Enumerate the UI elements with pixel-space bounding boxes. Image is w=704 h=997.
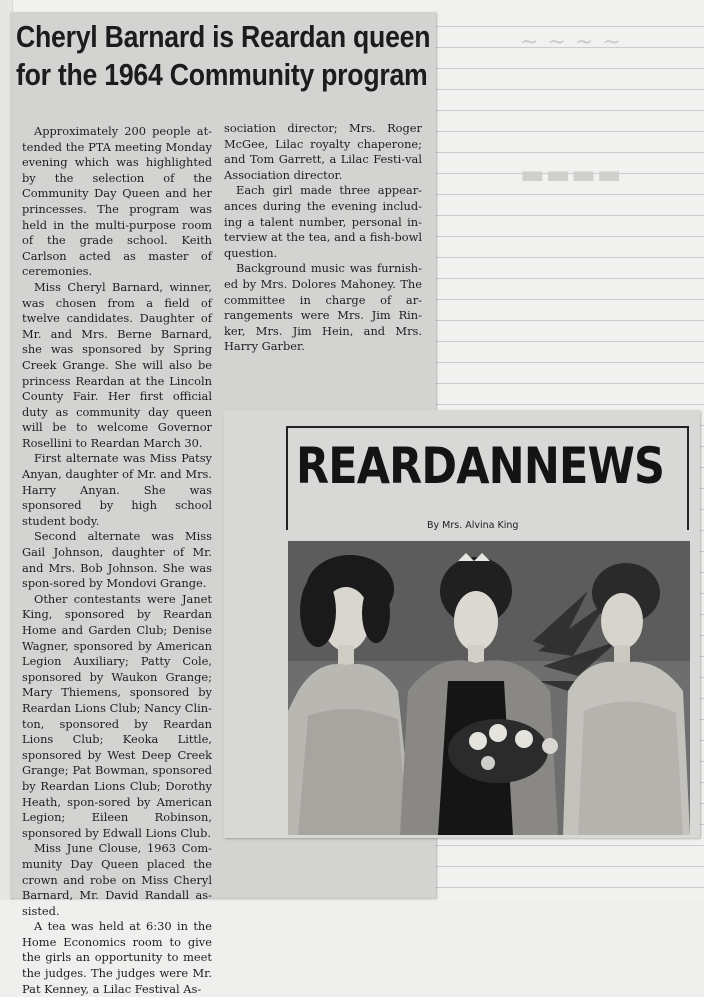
- bleed-through-mark: ▬▬▬▬: [520, 160, 623, 190]
- headline-line-1: Cheryl Barnard is Reardan queen: [16, 19, 431, 54]
- headline-line-2: for the 1964 Community program: [16, 57, 428, 92]
- bleed-through-mark: ~ ~ ~ ~: [520, 30, 622, 55]
- paragraph: Second alternate was Miss Gail Johnson, daughter of Mr. and Mrs. Bob Johnson. She was spon-sored by Mondovi Grange.: [22, 529, 212, 591]
- masthead-title: REARDANNEWS: [296, 437, 665, 495]
- article-column-right: [224, 121, 422, 355]
- paragraph: Each girl made three appear-ances during the evening includ-ing a talent number, personal in-terview at the tea, and a fish-bowl question.: [224, 183, 422, 260]
- photo-three-women: [288, 541, 690, 835]
- photo-illustration: [288, 541, 690, 835]
- paragraph: Other contestants were Janet King, sponsored by Reardan Home and Garden Club; Denise Wagner, sponsored by American Legion Auxiliary; Patty Cole, sponsored by Waukon Grange; Mary Thiemens, sponsored by Reardan Lions Club; Nancy Clin-ton, sponsored by Reardan Lions Club; Keoka Little, sponsored by West Deep Creek Grange; Pat Bowman, sponsored by Reardan Lions Club; Dorothy Heath, spon-sored by American Legion; Eileen Robinson, sponsored by Edwall Lions Club.: [22, 591, 212, 840]
- paragraph: Miss June Clouse, 1963 Com-munity Day Queen placed the crown and robe on Miss Cheryl Barnard, Mr. David Randall as-sisted.: [22, 841, 212, 918]
- byline: By Mrs. Alvina King: [427, 520, 519, 531]
- paragraph: Background music was furnish-ed by Mrs. Dolores Mahoney. The committee in charge of ar-rangements were Mrs. Jim Rin-ker, Mrs. Jim Hein, and Mrs. Harry Garber.: [224, 261, 422, 354]
- paragraph: Approximately 200 people at-tended the PTA meeting Monday evening which was highlighted by the selection of the Community Day Queen and her princesses. The program was held in the multi-purpose room of the grade school. Keith Carlson acted as master of ceremonies.: [22, 124, 212, 279]
- paragraph: A tea was held at 6:30 in the Home Economics room to give the girls an opportunity to meet the judges. The judges were Mr. Pat Kenney, a Lilac Festival As-: [22, 919, 212, 996]
- paragraph: sociation director; Mrs. Roger McGee, Lilac royalty chaperone; and Tom Garrett, a Lilac Festi-val Association director.: [224, 121, 422, 182]
- article-headline: [16, 18, 431, 94]
- paragraph: First alternate was Miss Patsy Anyan, daughter of Mr. and Mrs. Harry Anyan. She was sponsored by high school student body.: [22, 451, 212, 528]
- article-column-left: [22, 124, 212, 997]
- paragraph: Miss Cheryl Barnard, winner, was chosen from a field of twelve candidates. Daughter of Mr. and Mrs. Berne Barnard, she was sponsored by Spring Creek Grange. She will also be princess Reardan at the Lincoln County Fair. Her first official duty as community day queen will be to welcome Governor Rosellini to Reardan March 30.: [22, 279, 212, 450]
